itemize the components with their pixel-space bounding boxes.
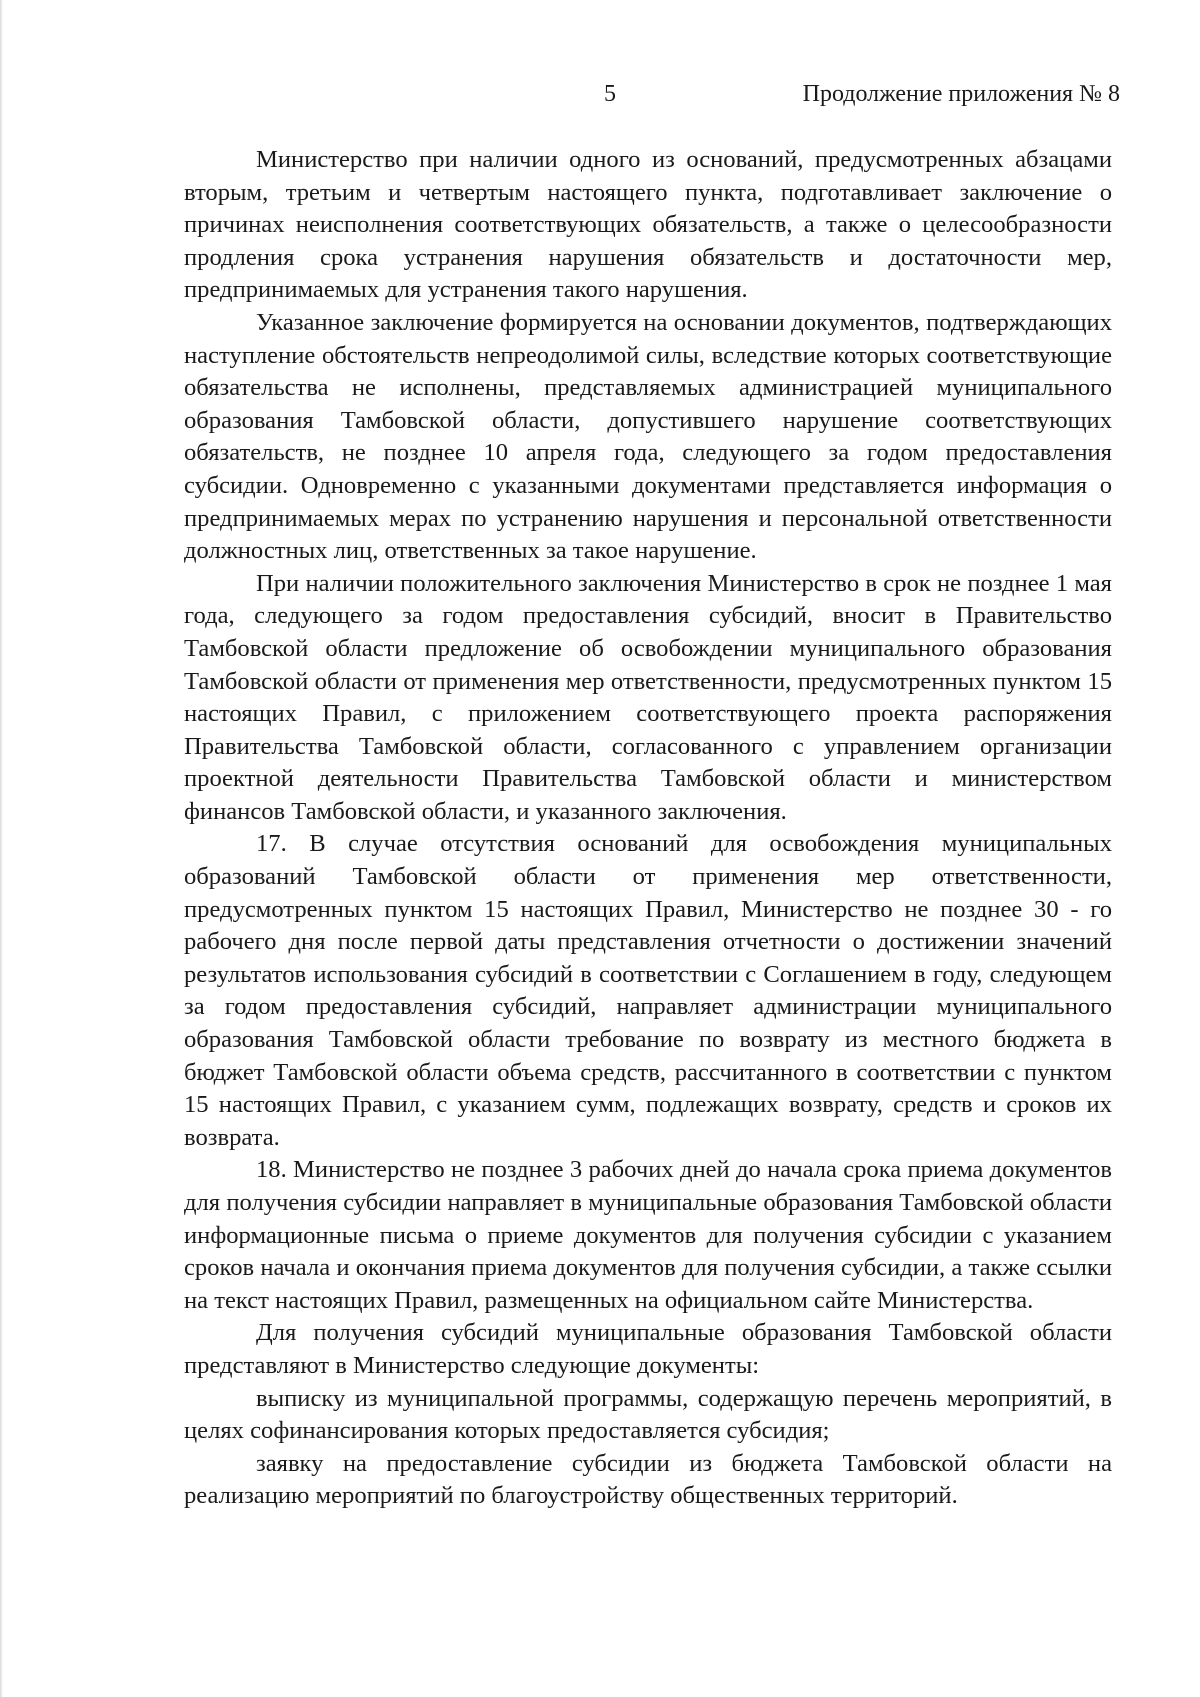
scan-edge-shadow	[0, 0, 3, 1697]
paragraph-item-17: 17. В случае отсутствия оснований для освобождения муниципальных образований Тамбовской области от применения мер ответственности, предусмотренных пунктом 15 настоящих Правил, Министерство не позднее 30 - го рабочего дня после первой даты представления отчетности о достижении значений результатов использования субсидий в соответствии с Соглашением в году, следующем за годом предоставления субсидий, направляет администрации муниципального образования Тамбовской области требование по возврату из местного бюджета в бюджет Тамбовской области объема средств, рассчитанного в соответствии с пунктом 15 настоящих Правил, с указанием сумм, подлежащих возврату, средств и сроков их возврата.	[184, 830, 1112, 1151]
paragraph-conclusion-preparation: Министерство при наличии одного из оснований, предусмотренных абзацами вторым, третьим и четвертым настоящего пункта, подготавливает заключение о причинах неисполнения соответствующих обязательств, а также о целесообразности продления срока устранения нарушения обязательств и достаточности мер, предпринимаемых для устранения такого нарушения.	[184, 146, 1112, 304]
continuation-header: Продолжение приложения № 8	[802, 81, 1120, 107]
page-number: 5	[604, 81, 616, 107]
paragraph-item-18: 18. Министерство не позднее 3 рабочих дней до начала срока приема документов для получения субсидии направляет в муниципальные образования Тамбовской области информационные письма о приеме документов для получения субсидии с указанием сроков начала и окончания приема документов для получения субсидии, а также ссылки на текст настоящих Правил, размещенных на официальном сайте Министерства.	[184, 1156, 1112, 1314]
paragraph-conclusion-basis: Указанное заключение формируется на основании документов, подтверждающих наступление обстоятельств непреодолимой силы, вследствие которых соответствующие обязательства не исполнены, представляемых администрацией муниципального образования Тамбовской области, допустившего нарушение соответствующих обязательств, не позднее 10 апреля года, следующего за годом предоставления субсидии. Одновременно с указанными документами представляется информация о предпринимаемых мерах по устранению нарушения и персональной ответственности должностных лиц, ответственных за такое нарушение.	[184, 308, 1112, 565]
paragraph-positive-conclusion: При наличии положительного заключения Министерство в срок не позднее 1 мая года, следующего за годом предоставления субсидий, вносит в Правительство Тамбовской области предложение об освобождении муниципального образования Тамбовской области от применения мер ответственности, предусмотренных пунктом 15 настоящих Правил, с приложением соответствующего проекта распоряжения Правительства Тамбовской области, согласованного с управлением организации проектной деятельности Правительства Тамбовской области и министерством финансов Тамбовской области, и указанного заключения.	[184, 569, 1112, 825]
paragraph-documents-intro: Для получения субсидий муниципальные образования Тамбовской области представляют в Министерство следующие документы:	[184, 1319, 1112, 1379]
paragraph-subsidy-application: заявку на предоставление субсидии из бюджета Тамбовской области на реализацию мероприятий по благоустройству общественных территорий.	[184, 1449, 1112, 1510]
paragraph-program-extract: выписку из муниципальной программы, содержащую перечень мероприятий, в целях софинансирования которых предоставляется субсидия;	[184, 1384, 1112, 1445]
document-body	[184, 144, 1112, 1513]
